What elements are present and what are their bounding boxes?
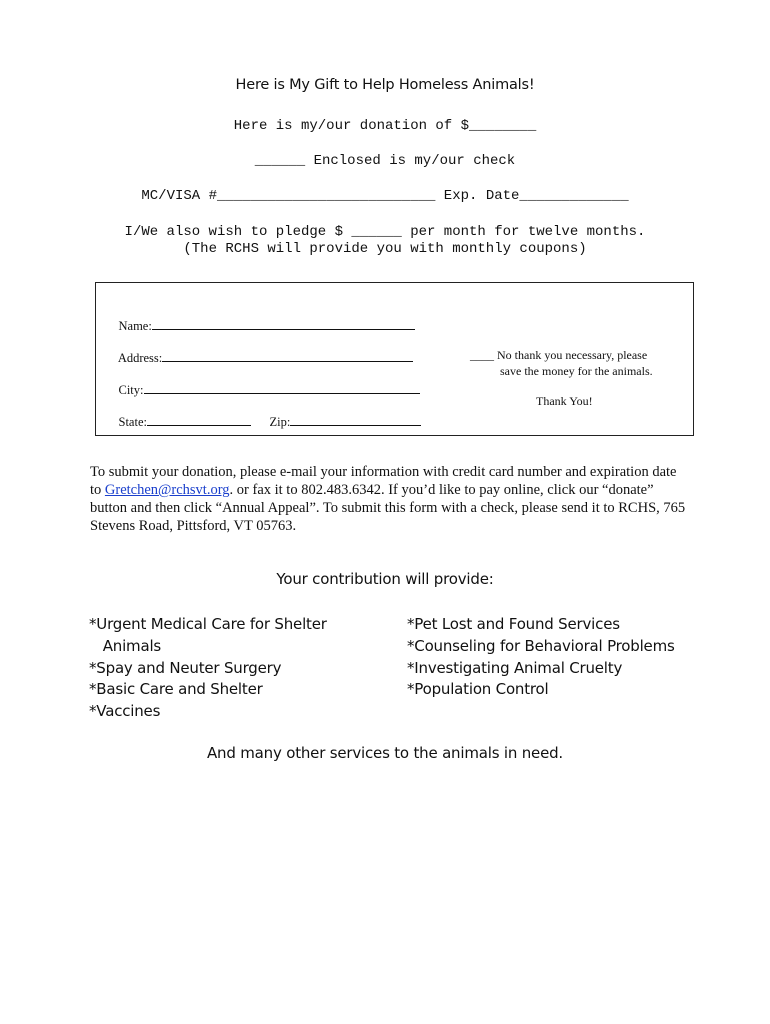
list-item: *Investigating Animal Cruelty xyxy=(407,658,623,677)
list-item: *Counseling for Behavioral Problems xyxy=(407,636,675,655)
services-list-left xyxy=(89,614,389,723)
closing-line: And many other services to the animals in need. xyxy=(207,744,563,762)
no-thanks-line-2: save the money for the animals. xyxy=(500,364,653,378)
services-heading: Your contribution will provide: xyxy=(276,570,494,588)
name-label: Name: xyxy=(118,319,152,333)
state-field[interactable] xyxy=(106,399,251,445)
contact-info-box xyxy=(95,282,694,436)
city-label: City: xyxy=(118,383,144,397)
address-blank[interactable] xyxy=(162,350,413,362)
list-item: *Vaccines xyxy=(89,702,161,721)
monthly-coupons-note: (The RCHS will provide you with monthly coupons) xyxy=(183,241,587,257)
city-blank[interactable] xyxy=(144,382,420,394)
instructions-text-2: . or fax it to 802.483.6342. If you’d like to pay online, click our “donate” button and then click “Annual Appeal”. To submit this form with a check, please send it to RCHS, 765 Stevens Road, Pittsford, VT 05763. xyxy=(90,482,686,534)
instructions-text-1: To submit your donation, please e-mail your information with credit card number and expiration date to xyxy=(90,464,677,498)
list-item: *Population Control xyxy=(407,680,549,699)
state-label: State: xyxy=(118,415,147,429)
submission-instructions xyxy=(90,463,690,535)
page-title: Here is My Gift to Help Homeless Animals! xyxy=(235,77,535,93)
zip-field[interactable] xyxy=(257,399,421,445)
list-item: *Pet Lost and Found Services xyxy=(407,615,620,633)
services-list-right xyxy=(407,614,747,701)
list-item: Animals xyxy=(89,636,162,655)
donation-amount-line: Here is my/our donation of $________ xyxy=(233,118,537,134)
list-item: *Urgent Medical Care for Shelter xyxy=(89,615,327,633)
credit-card-line: MC/VISA #__________________________ Exp. Date_____________ xyxy=(141,188,629,204)
state-blank[interactable] xyxy=(147,414,251,426)
monthly-pledge-line: I/We also wish to pledge $ ______ per month for twelve months. xyxy=(124,224,646,240)
list-item: *Spay and Neuter Surgery xyxy=(89,658,282,677)
no-thanks-option[interactable] xyxy=(470,347,670,379)
name-blank[interactable] xyxy=(152,318,415,330)
email-link[interactable]: Gretchen@rchsvt.org xyxy=(104,482,230,498)
check-enclosed-line: ______ Enclosed is my/our check xyxy=(254,153,516,169)
no-thanks-line-1: ____ No thank you necessary, please xyxy=(470,348,648,362)
zip-blank[interactable] xyxy=(290,414,421,426)
thank-you-text: Thank You! xyxy=(536,394,593,408)
zip-label: Zip: xyxy=(269,415,291,429)
address-label: Address: xyxy=(117,351,163,365)
list-item: *Basic Care and Shelter xyxy=(89,680,263,699)
